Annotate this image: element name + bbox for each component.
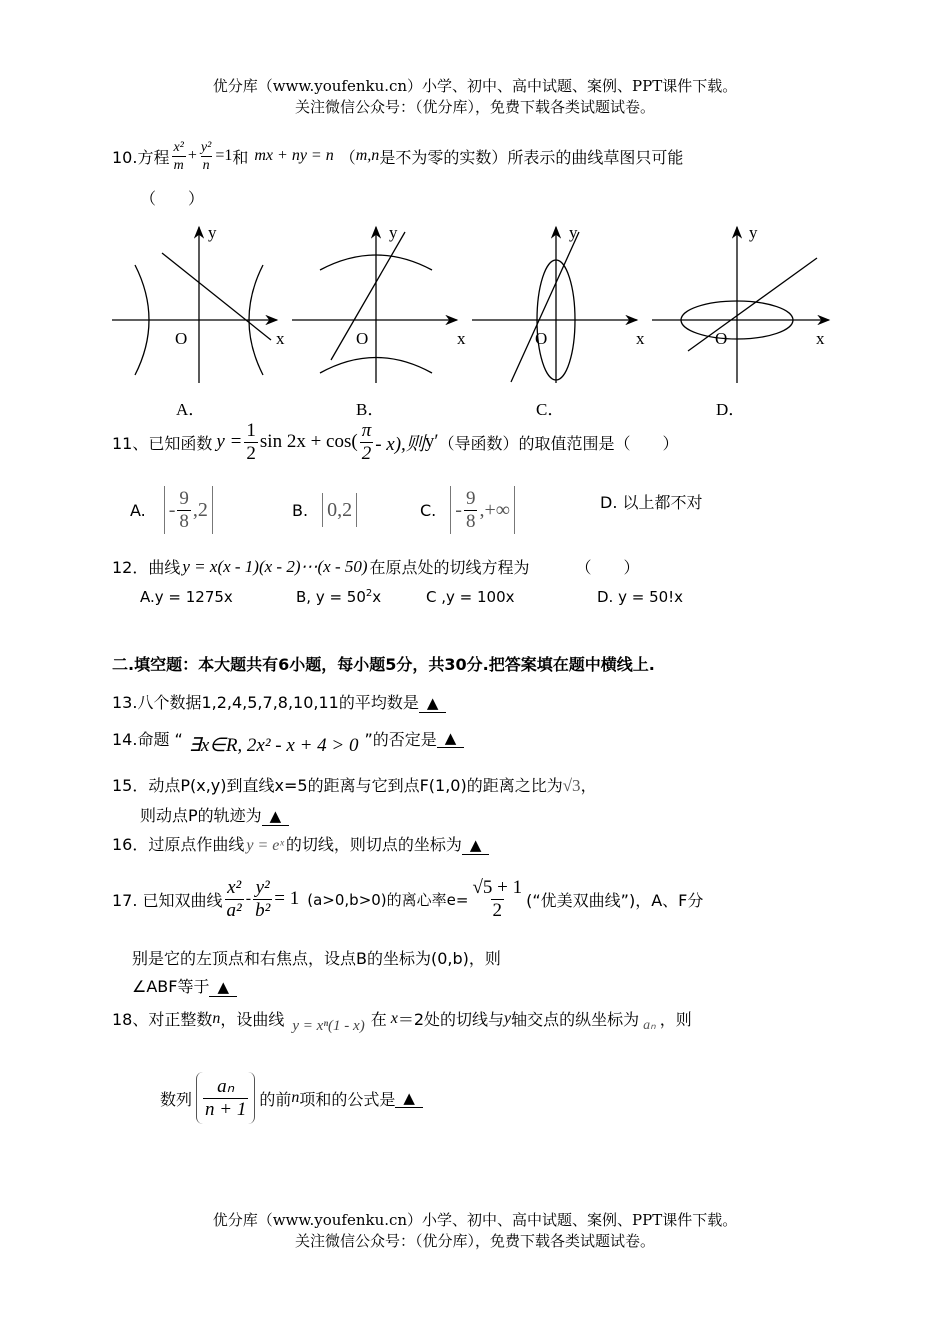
q11-option-a: A. - $\frac{9}{8}$ ,2: [130, 482, 213, 538]
q12-option-b: B, $y = 50^2x$: [296, 588, 382, 606]
question-15: 15．动点P(x,y)到直线x=5的距离与它到点F(1,0)的距离之比为√3，: [112, 776, 597, 795]
q11-option-c: C. - $\frac{9}{8}$ ,+∞: [420, 482, 515, 538]
q16-answer-blank[interactable]: ▲: [462, 836, 490, 855]
graph-b-option: B．: [356, 400, 385, 419]
graph-d: [652, 223, 829, 383]
graph-a-x-label: x: [276, 329, 285, 348]
q11-option-b: B. 0,2: [292, 482, 357, 538]
question-14: 14.命题 “ ∃x∈R, 2x² - x + 4 > 0 ”的否定是 ▲: [112, 720, 464, 757]
q13-answer-blank[interactable]: ▲: [419, 694, 447, 713]
graph-c-option: C．: [536, 400, 565, 419]
graph-a-line: [162, 253, 271, 340]
graph-a-option: A．: [176, 400, 206, 419]
q18-answer-blank[interactable]: ▲: [395, 1089, 423, 1108]
graph-d-y-label: y: [749, 223, 758, 242]
header-line-2: 关注微信公众号：（优分库），免费下载各类试题试卷。: [294, 98, 655, 116]
question-11: 11、已知函数 y = $\frac{1}{2}$ sin 2x + cos( $\frac{\pi}{2}$ - x),则 y′ （导函数）的取值范围是（ ）: [112, 419, 679, 464]
graph-c-origin-label: O: [535, 329, 548, 348]
q15-answer-blank[interactable]: ▲: [262, 807, 290, 826]
graph-d-line: [688, 258, 817, 351]
graph-c-y-label: y: [569, 223, 578, 242]
question-16: 16．过原点作曲线 y = eˣ 的切线，则切点的坐标为 ▲: [112, 832, 489, 855]
q11-half: $\frac{1}{2}$: [246, 419, 256, 464]
question-17-line-2: 别是它的左顶点和右焦点，设点B的坐标为(0,b)，则: [132, 949, 501, 968]
graph-b-y-label: y: [389, 223, 398, 242]
question-18: 18、对正整数 n ，设曲线 y = xⁿ(1 - x) 在 x ＝2处的切线与 y 轴交点的纵坐标为 aₙ ，则: [112, 1009, 692, 1034]
q11-pi-half: $\frac{\pi}{2}$: [361, 419, 372, 464]
q10-graphs: [105, 220, 840, 420]
section-2-title: 二.填空题：本大题共有6小题，每小题5分，共30分.把答案填在题中横线上.: [112, 655, 655, 674]
question-17-line-3: ∠ABF等于 ▲: [132, 974, 237, 997]
footer-line-1: 优分库（www.youfenku.cn）小学、初中、高中试题、案例、PPT课件下载。: [212, 1211, 738, 1229]
q17-answer-blank[interactable]: ▲: [209, 978, 237, 997]
q12-option-c: C ,y = 100x: [426, 588, 515, 606]
question-17: 17. 已知双曲线 $\frac{\text{x²}}{\text{a²}}$ - $\frac{\text{y²}}{\text{b²}}$ = 1 (a>0,b>0)的离心率e= $\frac{√5 + 1}{2}$ (“优美双曲线”)，A、F分: [112, 876, 704, 921]
q10-prefix: 10.方程: [112, 147, 170, 167]
q12-option-a: A.y = 1275x: [140, 588, 233, 606]
question-13: 13.八个数据1,2,4,5,7,8,10,11的平均数是 ▲: [112, 690, 446, 713]
graph-c: [472, 223, 645, 383]
graph-d-x-label: x: [816, 329, 825, 348]
graph-c-x-label: x: [636, 329, 645, 348]
graph-c-line: [511, 232, 579, 382]
question-15-line-2: 则动点P的轨迹为 ▲: [140, 803, 289, 826]
page-header: [0, 76, 950, 118]
q10-frac-x: $\frac{\text{x²}}{m}$: [173, 139, 184, 173]
graph-a: [112, 223, 285, 383]
page-footer: [0, 1210, 950, 1252]
graph-b-x-label: x: [457, 329, 466, 348]
header-line-1: 优分库（www.youfenku.cn）小学、初中、高中试题、案例、PPT课件下载。: [212, 77, 738, 95]
graph-d-option: D．: [716, 400, 746, 419]
q10-line-eq: mx + ny = n: [254, 147, 334, 164]
footer-line-2: 关注微信公众号：（优分库），免费下载各类试题试卷。: [294, 1232, 655, 1250]
graph-a-origin-label: O: [175, 329, 188, 348]
q10-answer-paren: （ ）: [140, 189, 205, 208]
graph-b: [292, 223, 466, 383]
question-18-line-2: 数列 $\frac{\text{aₙ}}{n + 1}$ 的前 n 项和的公式是 ▲: [160, 1066, 423, 1130]
graph-b-origin-label: O: [356, 329, 369, 348]
question-10: 10.方程 $\frac{\text{x²}}{m}$ + $\frac{\text{y²}}{n}$ =1 和 mx + ny = n （ m,n 是不为零的实数）所表示的曲线草图只可能: [112, 139, 684, 173]
question-12: 12．曲线 y = x(x - 1)(x - 2)⋯(x - 50) 在原点处的切线方程为 （ ）: [112, 556, 640, 577]
q12-option-d: D. y = 50!x: [597, 588, 684, 606]
q10-frac-y: $\frac{\text{y²}}{n}$: [200, 139, 212, 173]
q11-option-d: D. 以上都不对: [600, 493, 703, 512]
graph-a-y-label: y: [208, 223, 217, 242]
graph-d-origin-label: O: [715, 329, 728, 348]
q14-answer-blank[interactable]: ▲: [437, 729, 465, 748]
